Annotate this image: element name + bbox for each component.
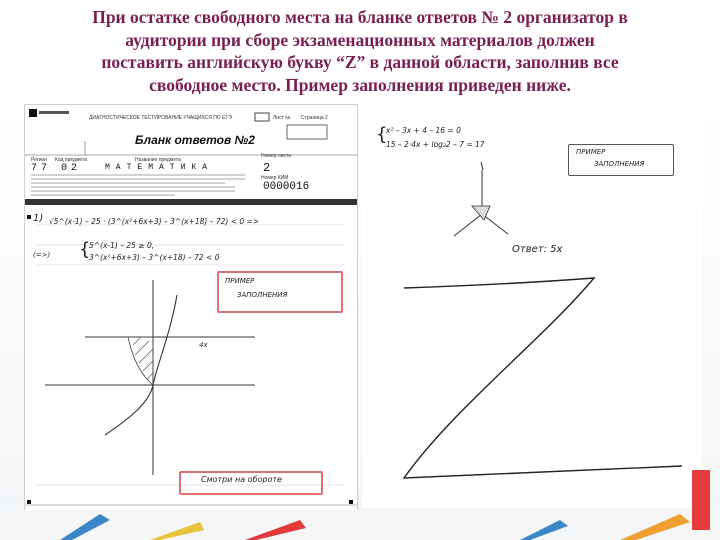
right-brace: { (376, 124, 388, 145)
kim-value: 0000016 (263, 181, 310, 193)
form-header-small: ДИАГНОСТИЧЕСКОЕ ТЕСТИРОВАНИЕ УЧАЩИХСЯ ПО ЕГЭ (89, 115, 232, 121)
left-expression: √5^(x-1) – 25 · (3^(x²+6x+3) – 3^(x+18) – 72) < 0 => (49, 217, 260, 226)
sheet-number-value: 2 (263, 161, 271, 175)
left-system-line-1: 5^(x-1) – 25 ≥ 0, (89, 241, 155, 250)
heading-line-2: аудитории при сборе экзаменационных материалов должен (125, 29, 595, 50)
graph-label: 4x (199, 341, 208, 349)
form-page-label: Страница 2 (301, 115, 328, 121)
sheet-number-label: Номер листа (261, 153, 292, 159)
right-system-line-2: 15 – 2·4x + log₂2 – 7 = 17 (386, 140, 485, 149)
pencils-decoration (0, 500, 720, 540)
footer-text: Смотри на обороте (201, 475, 282, 484)
kim-label: Номер КИМ (261, 175, 289, 181)
subject-code-label: Код предмета (55, 157, 88, 163)
sample-label-right-2: ЗАПОЛНЕНИЯ (594, 160, 645, 168)
answer-form-sheet (24, 104, 358, 520)
region-label: Регион (31, 157, 48, 163)
system-brace: { (79, 239, 91, 260)
form-title: Бланк ответов №2 (135, 133, 255, 147)
right-system-line-1: x² – 3x + 4 – 16 = 0 (386, 126, 461, 135)
subject-code-value: 02 (61, 163, 82, 174)
sample-label-left-2: ЗАПОЛНЕНИЯ (237, 291, 288, 299)
heading-line-1: При остатке свободного места на бланке ответов № 2 организатор в (92, 7, 628, 27)
heading-line-3: поставить английскую букву “Z” в данной области, заполнив все (101, 52, 619, 72)
pencil-decoration-right (688, 470, 716, 530)
sample-label-right-1: ПРИМЕР (576, 148, 606, 156)
subject-name-label: Название предмета (135, 157, 181, 163)
subject-name-value: МАТЕМАТИКА (105, 163, 214, 172)
sample-label-left-1: ПРИМЕР (225, 277, 255, 285)
heading-line-4: свободное место. Пример заполнения приведен ниже. (149, 74, 571, 95)
left-system-line-2: 3^(x²+6x+3) – 3^(x+18) – 72 < 0 (89, 253, 220, 262)
page-heading (10, 6, 710, 96)
answer-text: Ответ: 5x (512, 244, 563, 255)
continuation-sheet (362, 110, 702, 508)
left-arrow: (=>) (33, 251, 51, 259)
task-number: 1) (33, 213, 44, 224)
form-list-label: Лист № (273, 115, 291, 121)
region-value: 77 (31, 163, 52, 174)
